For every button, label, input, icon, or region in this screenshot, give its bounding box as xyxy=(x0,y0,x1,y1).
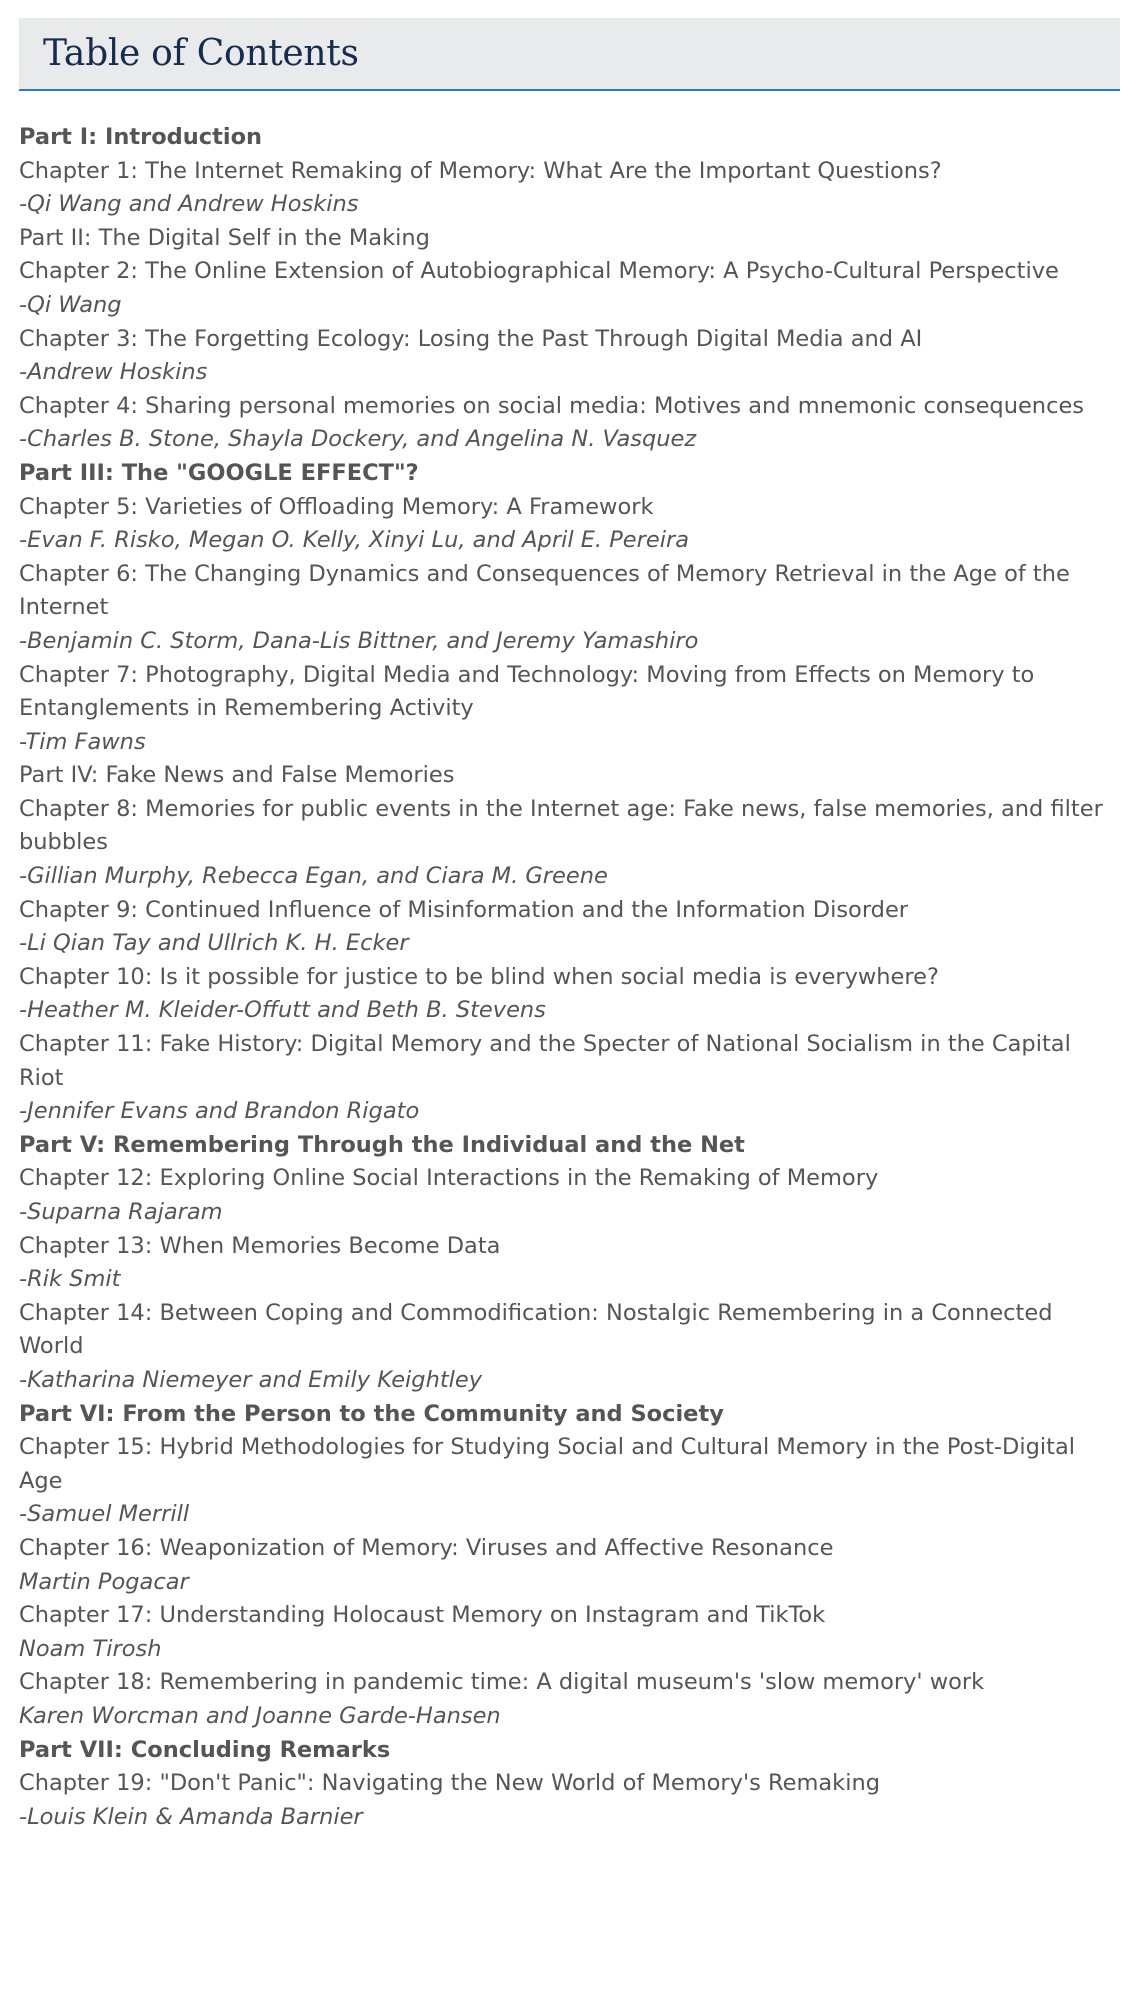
toc-chapter: Chapter 15: Hybrid Methodologies for Studying Social and Cultural Memory in the Post-Digital Age xyxy=(19,1434,1075,1494)
toc-chapter: Chapter 13: When Memories Become Data xyxy=(19,1232,501,1259)
toc-part-heading: Part III: The "GOOGLE EFFECT"? xyxy=(19,459,419,486)
page xyxy=(19,18,1120,1834)
toc-chapter: Chapter 8: Memories for public events in the Internet age: Fake news, false memories, and filter bubbles xyxy=(19,795,1103,856)
toc-chapter: Chapter 3: The Forgetting Ecology: Losing the Past Through Digital Media and AI xyxy=(19,325,923,352)
toc-chapter: Chapter 2: The Online Extension of Autobiographical Memory: A Psycho-Cultural Perspective xyxy=(19,258,1059,285)
toc-part-heading: Part II: The Digital Self in the Making xyxy=(19,224,430,251)
toc-chapter: Chapter 18: Remembering in pandemic time: A digital museum's 'slow memory' work xyxy=(19,1669,985,1696)
toc-chapter: Chapter 16: Weaponization of Memory: Viruses and Affective Resonance xyxy=(19,1534,834,1561)
toc-part-heading: Part I: Introduction xyxy=(19,124,263,150)
toc-part-heading: Part VII: Concluding Remarks xyxy=(19,1736,391,1763)
toc-author: -Qi Wang and Andrew Hoskins xyxy=(19,191,359,218)
toc-author: -Qi Wang xyxy=(19,291,122,318)
toc-author: -Samuel Merrill xyxy=(19,1501,190,1528)
page-title: Table of Contents xyxy=(43,33,359,74)
toc-author: -Evan F. Risko, Megan O. Kelly, Xinyi Lu, and April E. Pereira xyxy=(19,527,690,554)
toc-chapter: Chapter 11: Fake History: Digital Memory and the Specter of National Socialism in the Capital Riot xyxy=(19,1031,1071,1091)
toc-chapter: Chapter 6: The Changing Dynamics and Consequences of Memory Retrieval in the Age of the Internet xyxy=(19,560,1070,621)
toc-author: -Heather M. Kleider-Offutt and Beth B. Stevens xyxy=(19,997,546,1024)
toc-author: Martin Pogacar xyxy=(19,1568,189,1595)
toc-part-heading: Part VI: From the Person to the Community and Society xyxy=(19,1400,724,1427)
toc-author: -Rik Smit xyxy=(19,1266,121,1293)
toc-chapter: Chapter 4: Sharing personal memories on social media: Motives and mnemonic consequences xyxy=(19,392,1085,419)
toc-author: -Louis Klein & Amanda Barnier xyxy=(19,1803,363,1830)
toc-chapter: Chapter 14: Between Coping and Commodification: Nostalgic Remembering in a Connected World xyxy=(19,1299,1053,1360)
toc-author: -Jennifer Evans and Brandon Rigato xyxy=(19,1098,420,1125)
toc-author: Noam Tirosh xyxy=(19,1635,162,1662)
toc-chapter: Chapter 9: Continued Influence of Misinformation and the Information Disorder xyxy=(19,896,909,923)
toc-chapter: Chapter 10: Is it possible for justice to be blind when social media is everywhere? xyxy=(19,963,939,990)
toc-part-heading: Part V: Remembering Through the Individual and the Net xyxy=(19,1131,745,1158)
toc-chapter: Chapter 5: Varieties of Offloading Memory: A Framework xyxy=(19,493,654,520)
toc-author: -Suparna Rajaram xyxy=(19,1199,223,1225)
toc-author: -Charles B. Stone, Shayla Dockery, and Angelina N. Vasquez xyxy=(19,426,697,453)
toc-part-heading: Part IV: Fake News and False Memories xyxy=(19,762,455,789)
toc-chapter: Chapter 17: Understanding Holocaust Memory on Instagram and TikTok xyxy=(19,1602,826,1629)
toc-chapter: Chapter 7: Photography, Digital Media and Technology: Moving from Effects on Memory to Entanglements in Remembering Activity xyxy=(19,661,1035,722)
toc-list xyxy=(19,121,1120,1834)
toc-chapter: Chapter 1: The Internet Remaking of Memory: What Are the Important Questions? xyxy=(19,157,942,184)
toc-chapter: Chapter 19: "Don't Panic": Navigating the New World of Memory's Remaking xyxy=(19,1770,880,1797)
toc-author: -Tim Fawns xyxy=(19,728,146,755)
toc-author: -Katharina Niemeyer and Emily Keightley xyxy=(19,1366,483,1393)
toc-header xyxy=(19,18,1120,91)
toc-chapter: Chapter 12: Exploring Online Social Interactions in the Remaking of Memory xyxy=(19,1165,879,1192)
toc-author: -Gillian Murphy, Rebecca Egan, and Ciara M. Greene xyxy=(19,863,608,890)
toc-author: -Benjamin C. Storm, Dana-Lis Bittner, and Jeremy Yamashiro xyxy=(19,627,699,654)
toc-author: -Andrew Hoskins xyxy=(19,359,208,386)
toc-author: Karen Worcman and Joanne Garde-Hansen xyxy=(19,1702,501,1729)
toc-author: -Li Qian Tay and Ullrich K. H. Ecker xyxy=(19,930,409,957)
